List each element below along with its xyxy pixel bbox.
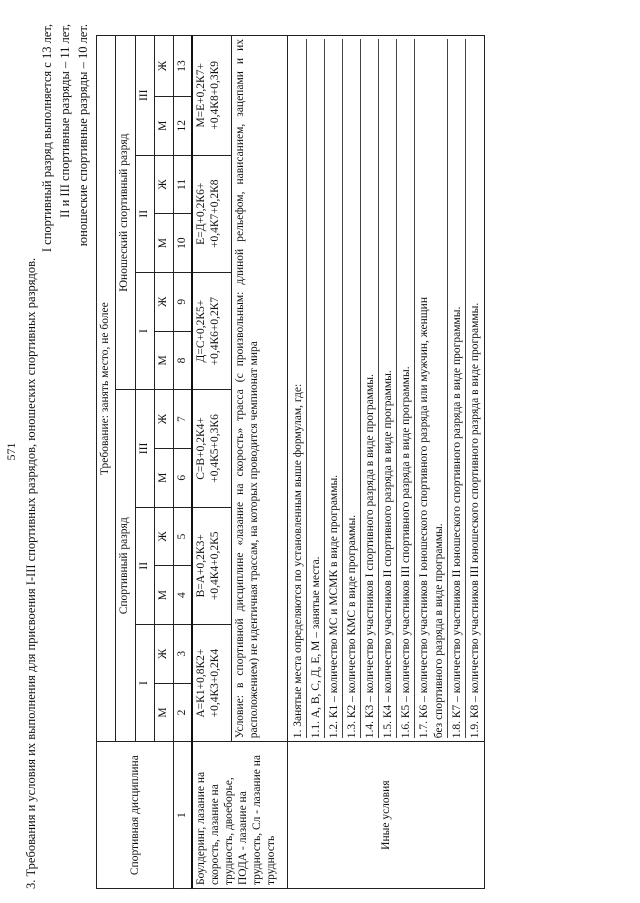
other-conditions-label: Иные условия [288, 742, 485, 889]
youth-level-2: II [136, 155, 155, 272]
sport-rank-header: Спортивный разряд [116, 390, 136, 742]
gender-m: М [155, 448, 174, 507]
gender-m: М [155, 566, 174, 625]
gender-f: Ж [155, 272, 174, 331]
col-number-8: 8 [174, 331, 192, 390]
other-condition-line: 1.8. К7 – количество участников II юношеского спортивного разряда в виде программы. [448, 39, 466, 738]
col-number-1: 1 [174, 742, 192, 889]
formula-sport-1: А=К1+0,8К2+ +0,4К3+0,2К4 [192, 624, 232, 741]
gender-f: Ж [155, 390, 174, 449]
col-number-4: 4 [174, 566, 192, 625]
sport-level-2: II [136, 507, 155, 624]
col-number-10: 10 [174, 214, 192, 273]
gender-f: Ж [155, 36, 174, 97]
col-number-5: 5 [174, 507, 192, 566]
page-number: 571 [4, 442, 18, 461]
other-condition-line: 1.5. К4 – количество участников II спортивного разряда в виде программы. [379, 39, 397, 738]
gender-m: М [155, 331, 174, 390]
youth-level-3: III [136, 36, 155, 156]
sport-level-3: III [136, 390, 155, 507]
youth-level-1: I [136, 272, 155, 389]
gender-f: Ж [155, 624, 174, 683]
formula-sport-2: В=А+0,2К3+ +0,4К4+0,2К5 [192, 507, 232, 624]
gender-f: Ж [155, 155, 174, 214]
age-note-1: I спортивный разряд выполняется с 13 лет, [40, 24, 54, 253]
other-condition-line: 1.4. К3 – количество участников I спортивного разряда в виде программы. [361, 39, 379, 738]
youth-rank-header: Юношеский спортивный разряд [116, 36, 136, 390]
age-note-2: II и III спортивные разряды – 11 лет, [58, 24, 72, 218]
col-number-6: 6 [174, 448, 192, 507]
other-condition-line: без спортивного разряда в виде программы. [432, 39, 448, 738]
formula-youth-3: М=Е+0,2К7+ +0,4К8+0,3К9 [192, 36, 232, 156]
age-note-3: юношеские спортивные разряды – 10 лет. [76, 24, 90, 247]
other-condition-line: 1.9. К8 – количество участников III юношеского спортивного разряда в виде программы. [469, 302, 482, 739]
formula-sport-3: С=В+0,2К4+ +0,4К5+0,3К6 [192, 390, 232, 507]
sport-level-1: I [136, 624, 155, 741]
formula-youth-2: Е=Д+0,2К6+ +0,4К7+0,2К8 [192, 155, 232, 272]
col-number-12: 12 [174, 96, 192, 155]
col-number-9: 9 [174, 272, 192, 331]
col-number-13: 13 [174, 36, 192, 97]
section-heading: 3. Требования и условия их выполнения для присвоения I-III спортивных разрядов, юношеских спортивных разрядов. [24, 257, 38, 889]
discipline-header: Спортивная дисциплина [97, 742, 174, 889]
gender-f: Ж [155, 507, 174, 566]
formula-youth-1: Д=С+0,2К5+ +0,4К6+0,2К7 [192, 272, 232, 389]
condition-text: Условие: в спортивной дисциплине «лазание на скорость» трасса (с произвольным: длиной рельефом, нависанием, зацепами и их расположением) не идентичная трассам, на которых проводится чемпионат мира [232, 36, 288, 742]
gender-m: М [155, 683, 174, 742]
other-condition-line: 1.3. К2 – количество КМС в виде программы. [343, 39, 361, 738]
other-condition-line: 1. Занятые места определяются по установленным выше формулам, где: [289, 39, 307, 738]
col-number-2: 2 [174, 683, 192, 742]
col-number-3: 3 [174, 624, 192, 683]
discipline-names: Боулдеринг, лазание на скорость, лазание на трудность, двоеборье, ПОДА - лазание на трудность, Сл - лазание на трудность [192, 742, 288, 889]
requirements-table [96, 35, 485, 889]
other-condition-line: 1.6. К5 – количество участников III спортивного разряда в виде программы. [397, 39, 415, 738]
requirement-header: Требование: занять место, не более [97, 36, 116, 742]
gender-m: М [155, 96, 174, 155]
col-number-11: 11 [174, 155, 192, 214]
other-conditions [288, 36, 485, 742]
other-condition-line: 1.2. К1 – количество МС и МСМК в виде программы. [325, 39, 343, 738]
other-condition-line: 1.7. К6 – количество участников I юношеского спортивного разряда или мужчин, женщин [418, 297, 431, 739]
col-number-7: 7 [174, 390, 192, 449]
gender-m: М [155, 214, 174, 273]
other-condition-line: 1.1. А, В, С, Д, Е, М – занятые места. [307, 39, 325, 738]
